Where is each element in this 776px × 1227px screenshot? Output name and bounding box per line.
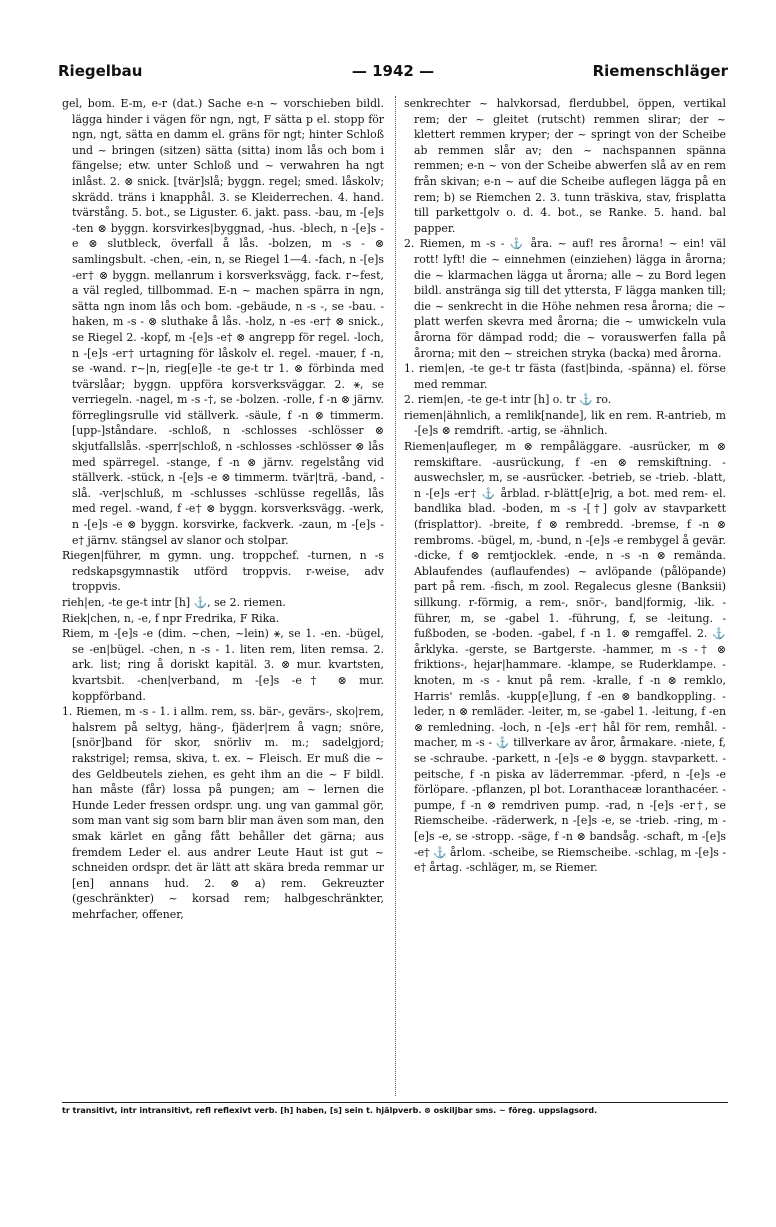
page-number: — 1942 — [351,62,435,80]
entry-riekchen: Riek|chen, n, -e, f npr Fredrika, F Rika. [62,611,280,625]
right-column [404,96,726,1096]
header-first-entry: Riegelbau [58,62,143,80]
entry-riemen-1-cont: senkrechter ~ halvkorsad, flerdubbel, öppen, vertikal rem; der ~ gleitet (rutscht) remmen slirar; der ~ klettert remmen kryper; der ~ springt von der Scheibe ab remmen slår av; den ~ nachspannen spänna remmen; e-n ~ von der Scheibe abwerfen slå av en rem från skivan; e-n ~ auf die Scheibe auflegen lägga på en rem; b) se Riemchen 2. 3. tunn träskiva, stav, frisplatta till parkettgolv o. d. 4. bot., se Ranke. 5. hand. bal papper. [404,97,726,235]
column-divider [395,96,396,1096]
entry-riemen-1: 1. Riemen, m -s - 1. i allm. rem, ss. bär-, gevärs-, sko|rem, halsrem på seltyg, häng-, fjäder|rem å vagn; snöre, [snör]band för skor, snörliv m. m.; sadelgjord; rakstrigel; remsa, skiva, t. ex. ~ Fleisch. Er muß die ~ des Geldbeutels ziehen, es geht ihm an die ~ F bildl. han måste (får) lossa på pungen; am ~ lernen die Hunde Leder fressen ordspr. ung. ung van gammal gör, som man vant sig som barn blir man även som man, den smak kärlet en gång fått behåller det gärna; aus fremdem Leder el. aus andrer Leute Haut ist gut ~ schneiden ordspr. det är lätt att skära breda remmar ur [en] annans hud. 2. ⊗ a) rem. Gekreuzter (geschränkter) ~ korsad rem; halbgeschränkter, mehrfacher, offener, [62,705,384,921]
entry-riemenaufleger: Riemen|aufleger, m ⊗ rempåläggare. -ausrücker, m ⊗ remskiftare. -ausrückung, f -en ⊗ remskiftning. -auswechsler, m, se -ausrücker. -betrieb, se -trieb. -blatt, n -[e]s -er† ⚓ årblad. r-blätt[e]rig, a bot. med rem- el. bandlika blad. -boden, m -s -[†] golv av stavparkett (frisplattor). -breite, f ⊗ rembredd. -bremse, f -n ⊗ rembroms. -bügel, m, -bund, n -[e]s -e rembygel å gevär. -dicke, f ⊗ remtjocklek. -ende, n -s -n ⊗ remända. Ablaufendes (auflaufendes) ~ avlöpande (pålöpande) part på rem. -fisch, m zool. Regalecus glesne (Banksii) sillkung. r-förmig, a rem-, snör-, band|formig, -lik. -führer, m, se -gabel 1. -führung, f, se -leitung. -fußboden, se -boden. -gabel, f -n 1. ⊗ remgaffel. 2. ⚓ årklyka. -gerste, se Bartgerste. -hammer, m -s -† ⊗ friktions-, hejar|hammare. -klampe, se Ruderklampe. -knoten, m -s - knut på rem. -kralle, f -n ⊗ remklo, Harris' remlås. -kupp[e]lung, f -en ⊗ bandkoppling. -leder, n ⊗ remläder. -leiter, m, se -gabel 1. -leitung, f -en ⊗ remledning. -loch, n -[e]s -er† hål för rem, remhål. -macher, m -s - ⚓ tillverkare av åror, årmakare. -niete, f, se -schraube. -parkett, n -[e]s -e ⊗ byggn. stavparkett. -peitsche, f -n piska av läderremmar. -pferd, n -[e]s -e förlöpare. -pflanzen, pl bot. Loranthaceæ loranthacéer. -pumpe, f -n ⊗ remdriven pump. -rad, n -[e]s -er†, se Riemscheibe. -räderwerk, n -[e]s -e, se -trieb. -ring, m -[e]s -e, se -stropp. -säge, f -n ⊗ bandsåg. -schaft, m -[e]s -e† ⚓ årlom. -scheibe, se Riemscheibe. -schlag, m -[e]s -e† årtag. -schläger, m, se Riemer. [404,440,726,875]
entry-riegel: gel, bom. E-m, e-r (dat.) Sache e-n ~ vorschieben bildl. lägga hinder i vägen för ngn, ngt, F sätta p el. stopp för ngn, ngt, sätta en damm el. gräns för ngt; hinter Schloß und ~ bringen (sitzen) sätta (sitta) inom lås och bom i fängelse; etw. unter Schloß und ~ verwahren ha ngt inlåst. 2. ⊗ snick. [tvär]slå; byggn. regel; smed. låskolv; skrädd. träns i knapphål. 3. se Kleiderrechen. 4. hand. tvärstång. 5. bot., se Liguster. 6. jakt. pass. -bau, m -[e]s -ten ⊗ byggn. korsvirkes|byggnad, -hus. -blech, n -[e]s -e ⊗ slutbleck, överfall å lås. -bolzen, m -s - ⊗ samlingsbult. -chen, -ein, n, se Riegel 1—4. -fach, n -[e]s -er† ⊗ byggn. mellanrum i korsverksvägg, fack. r~fest, a väl regled, tillbommad. E-n ~ machen spärra in ngn, sätta ngn inom lås och bom. -gebäude, n -s -, se -bau. -haken, m -s - ⊗ sluthake å lås. -holz, n -es -er† ⊗ snick., se Riegel 2. -kopf, m -[e]s -e† ⊗ angrepp för regel. -loch, n -[e]s -er† urtagning för låskolv el. regel. -mauer, f -n, se -wand. r~|n, rieg[e]le -te ge-t tr 1. ⊗ förbinda med tvärslåar; byggn. uppföra korsverksväggar. 2. ⚹, se verriegeln. -nagel, m -s -†, se -bolzen. -rolle, f -n ⊗ järnv. förreglingsrulle vid ställverk. -säule, f -n ⊗ timmerm. [upp-]ståndare. -schloß, n -schlosses -schlösser ⊗ skjutfallslås. -sperr|schloß, n -schlosses -schlösser ⊗ lås med spärregel. -stange, f -n ⊗ järnv. regelstång vid ställverk. -stück, n -[e]s -e ⊗ timmerm. tvär|trä, -band, -slå. -ver|schluß, m -schlusses -schlüsse regellås, lås med regel. -wand, f -e† ⊗ byggn. korsverksvägg. -werk, n -[e]s -e ⊗ byggn. korsvirke, fackverk. -zaun, m -[e]s -e† järnv. stängsel av slanor och stolpar. [62,97,384,547]
abbreviation-legend: tr transitivt, intr intransitivt, refl reflexivt verb. [h] haben, [s] sein t. hjälpverb. ⊗ oskiljbar sms. ~ föreg. uppslagsord. [62,1106,598,1115]
footer-rule [62,1102,728,1103]
entry-riemen-verb-2: 2. riem|en, -te ge-t intr [h] o. tr ⚓ ro. [404,393,612,407]
entry-riemenahnlich: riemen|ähnlich, a remlik[nande], lik en rem. R-antrieb, m -[e]s ⊗ remdrift. -artig, se -ähnlich. [404,408,726,438]
entry-riemen-verb-1: 1. riem|en, -te ge-t tr fästa (fast|binda, -spänna) el. förse med remmar. [404,362,726,391]
entry-riehen: rieh|en, -te ge-t intr [h] ⚓, se 2. riemen. [62,596,286,609]
entry-riegenfuhrer: Riegen|führer, m gymn. ung. troppchef. -turnen, n -s redskapsgymnastik utförd troppvis. r-weise, adv troppvis. [62,549,384,594]
page-header [58,62,728,90]
left-column [62,96,384,1096]
header-last-entry: Riemenschläger [592,62,728,80]
entry-riemen-2: 2. Riemen, m -s - ⚓ åra. ~ auf! res årorna! ~ ein! väl rott! lyft! die ~ einnehmen (einziehen) lägga in årorna; die ~ klarmachen lägga ut årorna; alle ~ zu Bord legen bildl. anstränga sig till det yttersta, F lägga manken till; die ~ senkrecht in die Höhe nehmen resa årorna; die ~ platt werfen skevra med årorna; die ~ umwickeln vula årorna för dämpad rodd; die ~ vorauswerfen falla på årorna; mit den ~ streichen stryka (backa) med årorna. [404,237,726,360]
entry-riem: Riem, m -[e]s -e (dim. ~chen, ~lein) ⚹, se 1. -en. -bügel, se -en|bügel. -chen, n -s - 1. liten rem, liten remsa. 2. ark. list; ring å doriskt kapitäl. 3. ⊗ mur. kvartsten, kvartsbit. -chen|verband, m -[e]s -e† ⊗ mur. koppförband. [62,627,384,703]
